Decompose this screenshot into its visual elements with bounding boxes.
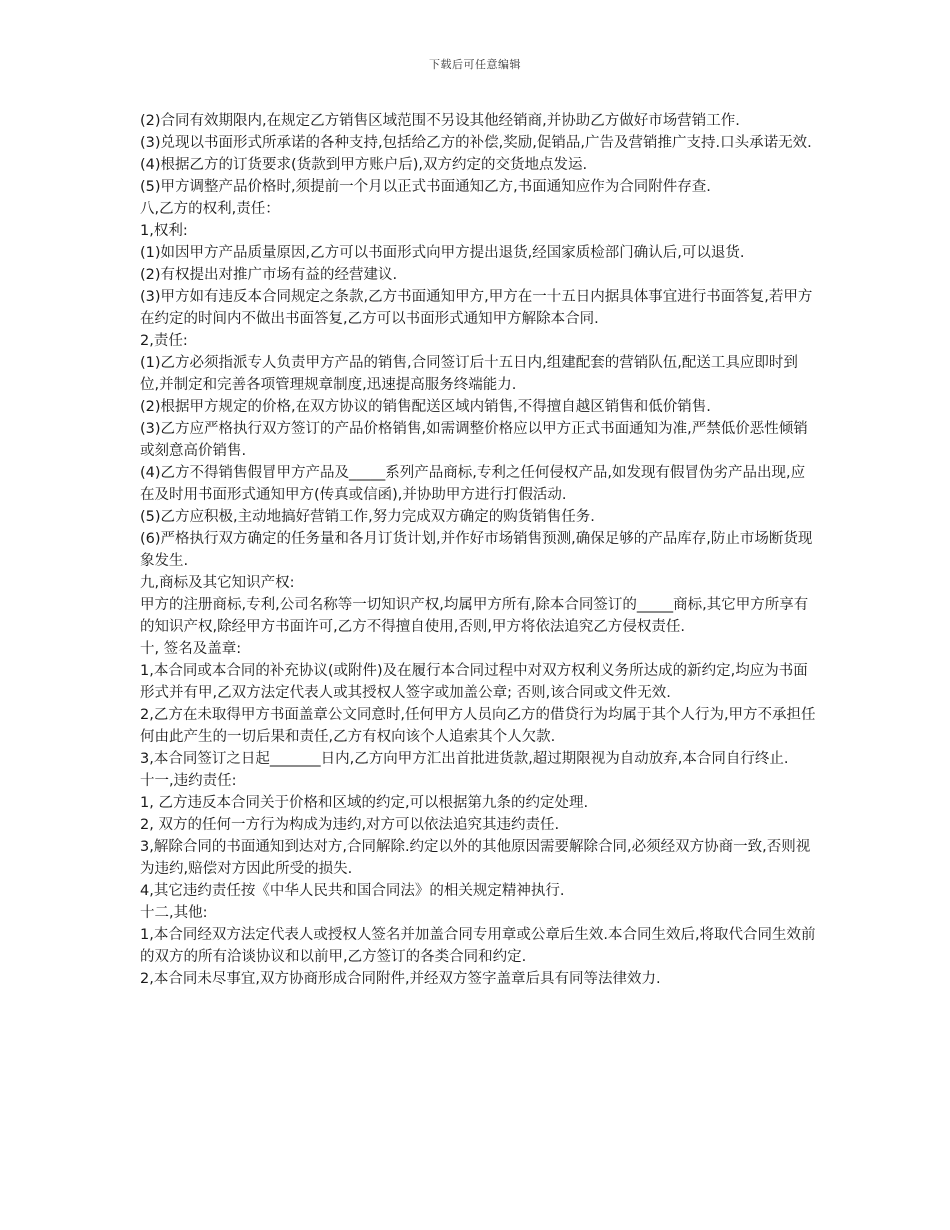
paragraph: (3)乙方应严格执行双方签订的产品价格销售,如需调整价格应以甲方正式书面通知为准,严禁低价恶性倾销或刻意高价销售. xyxy=(140,421,808,459)
paragraph: (3)甲方如有违反本合同规定之条款,乙方书面通知甲方,甲方在一十五日内据具体事宜进行书面答复,若甲方在约定的时间内不做出书面答复,乙方可以书面形式通知甲方解除本合同. xyxy=(140,289,813,327)
section-heading: 十一,违约责任: xyxy=(140,773,237,789)
paragraph: (4)乙方不得销售假冒甲方产品及_____系列产品商标,专利之任何侵权产品,如发现有假冒伪劣产品出现,应在及时用书面形式通知甲方(传真或信函),并协助甲方进行打假活动. xyxy=(140,465,806,503)
paragraph: (2)有权提出对推广市场有益的经营建议. xyxy=(140,267,398,283)
subsection-heading: 2,责任: xyxy=(140,333,188,349)
document-body xyxy=(140,110,816,990)
paragraph: 1, 乙方违反本合同关于价格和区域的约定,可以根据第九条的约定处理. xyxy=(140,795,589,811)
paragraph: 2,本合同未尽事宜,双方协商形成合同附件,并经双方签字盖章后具有同等法律效力. xyxy=(140,971,661,987)
paragraph: 2,乙方在未取得甲方书面盖章公文同意时,任何甲方人员向乙方的借贷行为均属于其个人行为,甲方不承担任何由此产生的一切后果和责任,乙方有权向该个人追索其个人欠款. xyxy=(140,707,816,745)
section-heading: 八,乙方的权利,责任： xyxy=(140,201,280,217)
section-heading: 九,商标及其它知识产权: xyxy=(140,575,295,591)
paragraph: 2, 双方的任何一方行为构成为违约,对方可以依法追究其违约责任. xyxy=(140,817,560,833)
section-heading: 十, 签名及盖章: xyxy=(140,641,242,657)
paragraph: 1,本合同经双方法定代表人或授权人签名并加盖合同专用章或公章后生效.本合同生效后,将取代合同生效前的双方的所有洽谈协议和以前甲,乙方签订的各类合同和约定. xyxy=(140,927,816,965)
paragraph: (1)如因甲方产品质量原因,乙方可以书面形式向甲方提出退货,经国家质检部门确认后,可以退货. xyxy=(140,245,745,261)
paragraph: 3,解除合同的书面通知到达对方,合同解除.约定以外的其他原因需要解除合同,必须经双方协商一致,否则视为违约,赔偿对方因此所受的损失. xyxy=(140,839,811,877)
paragraph: 甲方的注册商标,专利,公司名称等一切知识产权,均属甲方所有,除本合同签订的_____商标,其它甲方所享有的知识产权,除经甲方书面许可,乙方不得擅自使用,否则,甲方将依法追究乙方侵权责任. xyxy=(140,597,809,635)
paragraph: (5)甲方调整产品价格时,须提前一个月以正式书面通知乙方,书面通知应作为合同附件存查. xyxy=(140,179,711,195)
page-header: 下载后可任意编辑 xyxy=(429,58,521,71)
paragraph: (2)合同有效期限内,在规定乙方销售区域范围不另设其他经销商,并协助乙方做好市场营销工作. xyxy=(140,113,740,129)
paragraph: 3,本合同签订之日起_______日内,乙方向甲方汇出首批进货款,超过期限视为自动放弃,本合同自行终止. xyxy=(140,751,789,767)
paragraph: (1)乙方必须指派专人负责甲方产品的销售,合同签订后十五日内,组建配套的营销队伍,配送工具应即时到位,并制定和完善各项管理规章制度,迅速提高服务终端能力. xyxy=(140,355,798,393)
paragraph: 4,其它违约责任按《中华人民共和国合同法》的相关规定精神执行. xyxy=(140,883,565,899)
paragraph: (3)兑现以书面形式所承诺的各种支持,包括给乙方的补偿,奖励,促销品,广告及营销推广支持.口头承诺无效. xyxy=(140,135,812,151)
paragraph: (6)严格执行双方确定的任务量和各月订货计划,并作好市场销售预测,确保足够的产品库存,防止市场断货现象发生. xyxy=(140,531,813,569)
section-heading: 十二,其他: xyxy=(140,905,208,921)
paragraph: (4)根据乙方的订货要求(货款到甲方账户后),双方约定的交货地点发运. xyxy=(140,157,588,173)
paragraph: (2)根据甲方规定的价格,在双方协议的销售配送区域内销售,不得擅自越区销售和低价销售. xyxy=(140,399,711,415)
paragraph: (5)乙方应积极,主动地搞好营销工作,努力完成双方确定的购货销售任务. xyxy=(140,509,595,525)
paragraph: 1,本合同或本合同的补充协议(或附件)及在履行本合同过程中对双方权利义务所达成的新约定,均应为书面形式并有甲,乙双方法定代表人或其授权人签字或加盖公章; 否则,该合同或文件无效. xyxy=(140,663,808,701)
subsection-heading: 1,权利: xyxy=(140,223,188,239)
